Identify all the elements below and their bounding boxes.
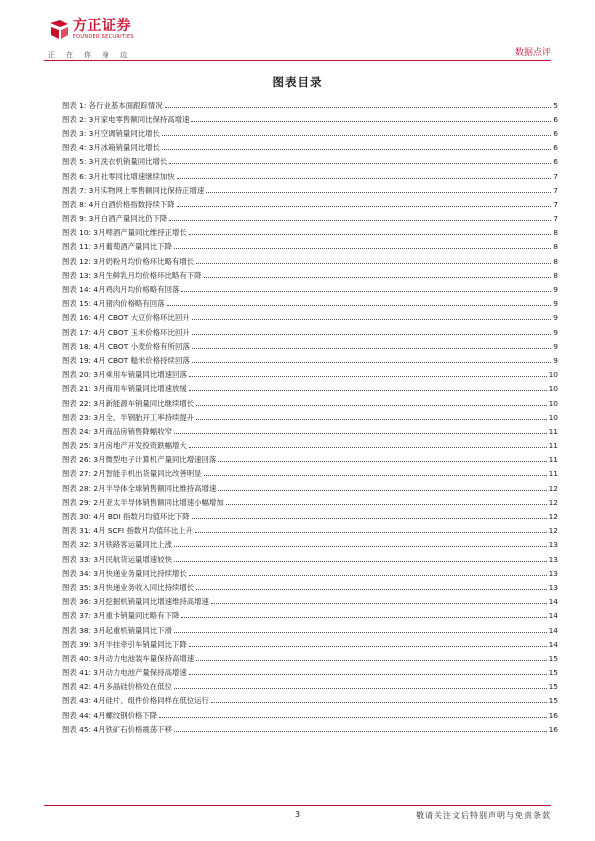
toc-entry-label: 图表 19: 4月 CBOT 糙米价格持续回落 xyxy=(62,355,190,365)
toc-leader-dots xyxy=(191,121,551,122)
toc-entry-label: 图表 31: 4月 SCFI 指数月均值环比上升 xyxy=(62,526,193,536)
toc-leader-dots xyxy=(206,192,551,193)
page-number: 3 xyxy=(294,810,301,819)
toc-entry-page: 12 xyxy=(548,483,558,493)
toc-leader-dots xyxy=(218,461,546,462)
toc-entry-label: 图表 34: 3月快递业务量同比持续增长 xyxy=(62,568,187,578)
toc-entry-label: 图表 29: 2月亚太半导体销售额同比增速小幅增加 xyxy=(62,497,224,507)
toc-entry[interactable] xyxy=(62,112,558,126)
toc-entry[interactable] xyxy=(62,226,558,240)
toc-entry-label: 图表 17: 4月 CBOT 玉米价格环比回升 xyxy=(62,327,190,337)
slogan: 正在你身边 xyxy=(48,51,138,59)
toc-entry-label: 图表 22: 3月新能源车销量同比继续增长 xyxy=(62,398,195,408)
toc-entry-label: 图表 18: 4月 CBOT 小麦价格有所回落 xyxy=(62,341,190,351)
toc-entry-page: 14 xyxy=(548,639,558,649)
toc-entry-page: 13 xyxy=(548,582,558,592)
toc-entry-page: 10 xyxy=(548,370,558,380)
toc-entry-label: 图表 2: 3月家电零售额同比保持高增速 xyxy=(62,114,190,124)
toc-entry[interactable] xyxy=(62,595,558,609)
toc-entry[interactable] xyxy=(62,197,558,211)
toc-entry-label: 图表 41: 3月动力电池产量保持高增速 xyxy=(62,668,187,678)
toc-entry[interactable] xyxy=(62,580,558,594)
toc-entry-page: 9 xyxy=(553,355,558,365)
toc-entry-page: 13 xyxy=(548,568,558,578)
toc-title: 图表目录 xyxy=(272,75,323,89)
toc-entry-label: 图表 27: 2月智能手机出货量同比改善明显 xyxy=(62,469,202,479)
toc-leader-dots xyxy=(181,291,551,292)
report-type-label: 数据点评 xyxy=(514,48,551,58)
page-header xyxy=(0,0,595,64)
toc-entry-page: 12 xyxy=(548,526,558,536)
toc-entry-page: 16 xyxy=(548,710,558,720)
toc-entry[interactable] xyxy=(62,297,558,311)
toc-entry-page: 15 xyxy=(548,682,558,692)
toc-entry[interactable] xyxy=(62,694,558,708)
toc-entry-label: 图表 10: 3月啤酒产量同比维持正增长 xyxy=(62,228,187,238)
toc-leader-dots xyxy=(162,149,551,150)
toc-leader-dots xyxy=(196,589,546,590)
toc-leader-dots xyxy=(177,178,552,179)
toc-entry-label: 图表 13: 3月生鲜乳月均价格环比略有下降 xyxy=(62,270,202,280)
toc-leader-dots xyxy=(189,447,547,448)
toc-entry[interactable] xyxy=(62,424,558,438)
toc-leader-dots xyxy=(174,688,547,689)
toc-entry-label: 图表 1: 各行业基本面跟踪情况 xyxy=(62,100,163,110)
toc-leader-dots xyxy=(218,490,546,491)
toc-entry[interactable] xyxy=(62,382,558,396)
toc-entry-label: 图表 14: 4月鸡肉月均价格略有回落 xyxy=(62,285,180,295)
founder-logo-icon xyxy=(48,18,70,40)
toc-entry[interactable] xyxy=(62,98,558,112)
toc-entry-label: 图表 4: 3月冰箱销量同比增长 xyxy=(62,143,160,153)
toc-leader-dots xyxy=(174,632,547,633)
toc-entry-label: 图表 9: 3月白酒产量同比仍下降 xyxy=(62,214,168,224)
toc-leader-dots xyxy=(165,107,552,108)
toc-entry-page: 8 xyxy=(553,242,558,252)
toc-entry[interactable] xyxy=(62,637,558,651)
toc-entry[interactable] xyxy=(62,453,558,467)
toc-entry-page: 9 xyxy=(553,299,558,309)
toc-entry-label: 图表 39: 3月半挂牵引车销量同比下降 xyxy=(62,639,187,649)
toc-leader-dots xyxy=(169,220,551,221)
toc-leader-dots xyxy=(192,319,552,320)
toc-entry[interactable] xyxy=(62,538,558,552)
toc-leader-dots xyxy=(192,334,552,335)
toc-entry-page: 16 xyxy=(548,724,558,734)
toc-leader-dots xyxy=(174,546,547,547)
toc-entry-label: 图表 16: 4月 CBOT 大豆价格环比回升 xyxy=(62,313,190,323)
toc-entry-page: 15 xyxy=(548,653,558,663)
toc-entry-page: 11 xyxy=(548,469,558,479)
toc-entry-page: 9 xyxy=(553,313,558,323)
toc-entry-page: 14 xyxy=(548,625,558,635)
toc-entry[interactable] xyxy=(62,481,558,495)
toc-entry[interactable] xyxy=(62,410,558,424)
toc-entry-page: 8 xyxy=(553,270,558,280)
toc-entry-label: 图表 26: 3月微型电子计算机产量同比增速回落 xyxy=(62,455,217,465)
toc-entry[interactable] xyxy=(62,495,558,509)
toc-entry-page: 15 xyxy=(548,668,558,678)
toc-entry-page: 14 xyxy=(548,611,558,621)
toc-entry[interactable] xyxy=(62,467,558,481)
toc-entry-page: 10 xyxy=(548,412,558,422)
toc-entry-page: 9 xyxy=(553,327,558,337)
toc-entry-page: 11 xyxy=(548,455,558,465)
toc-entry-label: 图表 28: 2月半导体全球销售额同比维持高增速 xyxy=(62,483,217,493)
toc-entry[interactable] xyxy=(62,282,558,296)
toc-entry-page: 6 xyxy=(553,128,558,138)
toc-entry[interactable] xyxy=(62,268,558,282)
toc-entry[interactable] xyxy=(62,325,558,339)
toc-entry-label: 图表 21: 3月商用车销量同比增速放缓 xyxy=(62,384,187,394)
toc-entry-page: 12 xyxy=(548,497,558,507)
toc-leader-dots xyxy=(177,206,552,207)
logo-chinese-name: 方正证券 xyxy=(73,18,131,34)
table-of-figures xyxy=(62,98,558,736)
toc-entry-page: 7 xyxy=(553,171,558,181)
toc-entry-label: 图表 33: 3月民航货运量增速较快 xyxy=(62,554,172,564)
toc-entry-page: 13 xyxy=(548,554,558,564)
toc-entry[interactable] xyxy=(62,353,558,367)
toc-leader-dots xyxy=(196,263,551,264)
toc-entry[interactable] xyxy=(62,651,558,665)
toc-leader-dots xyxy=(192,518,547,519)
toc-entry-label: 图表 15: 4月猪肉价格略有回落 xyxy=(62,299,165,309)
toc-leader-dots xyxy=(204,277,552,278)
toc-leader-dots xyxy=(189,575,547,576)
toc-leader-dots xyxy=(196,660,546,661)
toc-leader-dots xyxy=(189,674,547,675)
toc-entry[interactable] xyxy=(62,368,558,382)
toc-entry-page: 9 xyxy=(553,341,558,351)
toc-entry[interactable] xyxy=(62,240,558,254)
toc-leader-dots xyxy=(189,646,547,647)
toc-entry[interactable] xyxy=(62,141,558,155)
toc-leader-dots xyxy=(211,702,547,703)
logo-english-name: FOUNDER SECURITIES xyxy=(73,34,134,40)
toc-entry[interactable] xyxy=(62,396,558,410)
toc-entry-page: 5 xyxy=(553,100,558,110)
toc-leader-dots xyxy=(162,135,551,136)
toc-leader-dots xyxy=(181,617,546,618)
toc-entry[interactable] xyxy=(62,126,558,140)
toc-leader-dots xyxy=(167,305,552,306)
toc-entry-page: 7 xyxy=(553,199,558,209)
toc-entry-label: 图表 23: 3月全、半钢胎开工率持续提升 xyxy=(62,412,195,422)
toc-entry-label: 图表 7: 3月实物网上零售额同比保持正增速 xyxy=(62,185,205,195)
toc-entry-label: 图表 20: 3月乘用车销量同比增速回落 xyxy=(62,370,187,380)
toc-entry-page: 8 xyxy=(553,228,558,238)
toc-leader-dots xyxy=(192,348,552,349)
toc-entry-page: 15 xyxy=(548,696,558,706)
toc-entry[interactable] xyxy=(62,212,558,226)
toc-entry[interactable] xyxy=(62,666,558,680)
disclaimer-text: 敬请关注文后特别声明与免责条款 xyxy=(416,811,551,820)
toc-entry-label: 图表 40: 3月动力电池装车量保持高增速 xyxy=(62,653,195,663)
toc-leader-dots xyxy=(196,419,546,420)
toc-entry-page: 8 xyxy=(553,256,558,266)
toc-entry-page: 9 xyxy=(553,285,558,295)
toc-entry[interactable] xyxy=(62,566,558,580)
toc-leader-dots xyxy=(211,603,547,604)
toc-entry-page: 7 xyxy=(553,214,558,224)
toc-entry-label: 图表 43: 4月硅片、组件价格同样在低位运行 xyxy=(62,696,209,706)
toc-entry[interactable] xyxy=(62,169,558,183)
toc-entry-label: 图表 42: 4月多晶硅价格处在低位 xyxy=(62,682,172,692)
toc-entry-page: 11 xyxy=(548,441,558,451)
toc-entry-label: 图表 37: 3月重卡销量同比略有下降 xyxy=(62,611,180,621)
toc-entry[interactable] xyxy=(62,509,558,523)
toc-leader-dots xyxy=(174,433,547,434)
toc-entry-label: 图表 38: 3月起重机销量同比下滑 xyxy=(62,625,172,635)
toc-leader-dots xyxy=(189,234,552,235)
toc-entry-label: 图表 30: 4月 BDI 指数月均值环比下降 xyxy=(62,512,190,522)
toc-leader-dots xyxy=(196,405,546,406)
toc-entry[interactable] xyxy=(62,609,558,623)
toc-leader-dots xyxy=(189,390,547,391)
toc-entry-label: 图表 45: 4月铁矿石价格震荡下移 xyxy=(62,724,172,734)
header-divider xyxy=(44,60,551,61)
toc-entry-label: 图表 6: 3月社零同比增速继续加快 xyxy=(62,171,175,181)
toc-leader-dots xyxy=(195,532,547,533)
toc-entry-page: 10 xyxy=(548,384,558,394)
toc-leader-dots xyxy=(189,376,547,377)
toc-entry-page: 6 xyxy=(553,157,558,167)
toc-entry[interactable] xyxy=(62,623,558,637)
toc-entry-page: 6 xyxy=(553,114,558,124)
toc-entry-page: 12 xyxy=(548,512,558,522)
toc-leader-dots xyxy=(226,504,547,505)
company-logo xyxy=(48,18,134,40)
toc-entry-label: 图表 44: 4月螺纹钢价格下降 xyxy=(62,710,158,720)
toc-entry-label: 图表 12: 3月奶粉月均价格环比略有增长 xyxy=(62,256,195,266)
toc-leader-dots xyxy=(159,717,546,718)
toc-entry-label: 图表 32: 3月铁路客运量同比上涨 xyxy=(62,540,172,550)
toc-leader-dots xyxy=(169,163,551,164)
toc-entry-label: 图表 5: 3月洗衣机销量同比增长 xyxy=(62,157,168,167)
toc-leader-dots xyxy=(174,248,551,249)
toc-entry-label: 图表 25: 3月房地产开发投资跌幅增大 xyxy=(62,441,187,451)
toc-entry-label: 图表 8: 4月白酒价格指数持续下降 xyxy=(62,199,175,209)
toc-entry[interactable] xyxy=(62,155,558,169)
toc-entry[interactable] xyxy=(62,708,558,722)
toc-entry[interactable] xyxy=(62,311,558,325)
footer-divider xyxy=(44,805,551,806)
toc-entry[interactable] xyxy=(62,254,558,268)
toc-entry-label: 图表 3: 3月空调销量同比增长 xyxy=(62,128,160,138)
toc-entry-page: 14 xyxy=(548,597,558,607)
toc-entry-page: 6 xyxy=(553,143,558,153)
toc-entry[interactable] xyxy=(62,524,558,538)
toc-leader-dots xyxy=(204,475,547,476)
toc-leader-dots xyxy=(174,561,547,562)
toc-entry[interactable] xyxy=(62,439,558,453)
toc-entry-page: 7 xyxy=(553,185,558,195)
toc-entry-page: 11 xyxy=(548,426,558,436)
toc-leader-dots xyxy=(174,731,547,732)
toc-leader-dots xyxy=(192,362,552,363)
toc-entry-label: 图表 36: 3月挖掘机销量同比增速维持高增速 xyxy=(62,597,209,607)
toc-entry[interactable] xyxy=(62,722,558,736)
toc-entry-label: 图表 35: 3月快递业务收入同比持续增长 xyxy=(62,582,195,592)
toc-entry-page: 13 xyxy=(548,540,558,550)
toc-entry-label: 图表 24: 3月商品房销售降幅收窄 xyxy=(62,426,172,436)
toc-entry[interactable] xyxy=(62,552,558,566)
toc-entry[interactable] xyxy=(62,183,558,197)
toc-entry-label: 图表 11: 3月葡萄酒产量同比下降 xyxy=(62,242,172,252)
toc-entry-page: 10 xyxy=(548,398,558,408)
toc-entry[interactable] xyxy=(62,680,558,694)
toc-entry[interactable] xyxy=(62,339,558,353)
